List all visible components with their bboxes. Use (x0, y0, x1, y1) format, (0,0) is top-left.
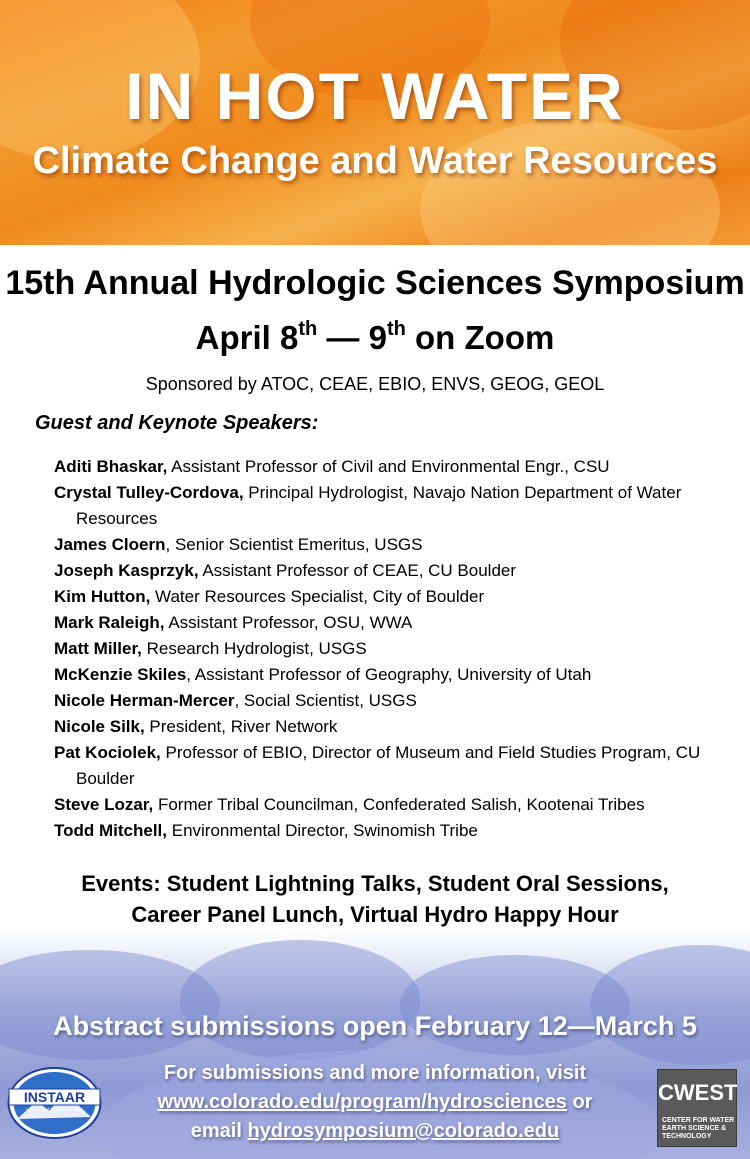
sponsors-line: Sponsored by ATOC, CEAE, EBIO, ENVS, GEOG, GEOL (145, 374, 605, 394)
speaker-role: Principal Hydrologist, Navajo Nation Department of Water Resources (76, 483, 682, 528)
speaker-item (54, 792, 734, 818)
cwest-line-3: TECHNOLOGY (662, 1133, 712, 1140)
date-start-sup: th (298, 318, 318, 340)
subtitle: Climate Change and Water Resources (32, 140, 718, 182)
instaar-logo (7, 1067, 102, 1139)
symposium-title: 15th Annual Hydrologic Sciences Symposium (5, 264, 745, 302)
speaker-item (54, 480, 734, 532)
date-start: April 8 (195, 319, 299, 356)
speaker-item (54, 610, 734, 636)
events-block (0, 868, 750, 930)
abstract-deadline: Abstract submissions open February 12—March 5 (53, 1011, 697, 1041)
speaker-role: Assistant Professor, OSU, WWA (164, 613, 413, 632)
date-venue: on Zoom (405, 319, 555, 356)
speaker-role: Assistant Professor of Civil and Environmental Engr., CSU (167, 457, 610, 476)
speaker-item (54, 662, 734, 688)
cwest-name: CWEST (658, 1080, 738, 1105)
speaker-item (54, 740, 734, 792)
speakers-heading: Guest and Keynote Speakers: (35, 412, 319, 434)
speaker-role: , Assistant Professor of Geography, University of Utah (186, 665, 592, 684)
speaker-name: Nicole Herman-Mercer (54, 691, 235, 710)
date-end: — 9 (317, 319, 387, 356)
wave-shape (590, 945, 750, 1065)
speaker-role: Research Hydrologist, USGS (141, 639, 367, 658)
speaker-item (54, 688, 734, 714)
date-end-sup: th (386, 318, 406, 340)
speaker-name: Mark Raleigh, (54, 613, 165, 632)
symposium-dates (0, 318, 750, 357)
speaker-role: Former Tribal Councilman, Confederated Salish, Kootenai Tribes (153, 795, 645, 814)
email-prefix: email (190, 1120, 248, 1142)
speaker-name: Matt Miller, (54, 639, 142, 658)
speaker-item (54, 454, 734, 480)
speaker-name: Todd Mitchell, (54, 821, 168, 840)
speaker-item (54, 714, 734, 740)
wave-shape (180, 940, 420, 1060)
speaker-name: Pat Kociolek, (54, 743, 161, 762)
events-line-2: Career Panel Lunch, Virtual Hydro Happy Hour (131, 902, 619, 927)
speaker-name: Nicole Silk, (54, 717, 145, 736)
speakers-list (54, 454, 734, 844)
speaker-name: Steve Lozar, (54, 795, 154, 814)
info-line-3 (110, 1120, 640, 1143)
cwest-logo (657, 1069, 737, 1147)
instaar-name: INSTAAR (23, 1089, 86, 1105)
website-link[interactable]: www.colorado.edu/program/hydrosciences (157, 1091, 567, 1113)
info-line-1: For submissions and more information, visit (163, 1062, 587, 1084)
or-text: or (566, 1091, 593, 1113)
speaker-name: McKenzie Skiles (54, 665, 187, 684)
speaker-item (54, 818, 734, 844)
speaker-name: Crystal Tulley-Cordova, (54, 483, 244, 502)
email-link[interactable]: hydrosymposium@colorado.edu (247, 1120, 560, 1142)
events-line-1: Events: Student Lightning Talks, Student Oral Sessions, (81, 871, 669, 896)
main-title: IN HOT WATER (125, 59, 625, 133)
speaker-role: President, River Network (144, 717, 338, 736)
speaker-role: Environmental Director, Swinomish Tribe (167, 821, 478, 840)
speaker-item (54, 584, 734, 610)
speaker-name: Kim Hutton, (54, 587, 151, 606)
speaker-name: James Cloern (54, 535, 166, 554)
speaker-item (54, 636, 734, 662)
cwest-line-2: EARTH SCIENCE & (662, 1125, 727, 1132)
header-banner (0, 0, 750, 245)
speaker-name: Joseph Kasprzyk, (54, 561, 199, 580)
speaker-role: , Senior Scientist Emeritus, USGS (165, 535, 423, 554)
cwest-line-1: CENTER FOR WATER (662, 1117, 735, 1124)
cwest-text (662, 1117, 734, 1141)
info-line-2 (110, 1091, 640, 1114)
speaker-role: Assistant Professor of CEAE, CU Boulder (198, 561, 517, 580)
speaker-item (54, 532, 734, 558)
speaker-item (54, 558, 734, 584)
instaar-subtitle: University of Colorado Boulder (26, 1107, 83, 1112)
speaker-role: , Social Scientist, USGS (234, 691, 417, 710)
speaker-role: Water Resources Specialist, City of Boulder (150, 587, 485, 606)
speaker-role: Professor of EBIO, Director of Museum and Field Studies Program, CU Boulder (76, 743, 701, 788)
speaker-name: Aditi Bhaskar, (54, 457, 168, 476)
